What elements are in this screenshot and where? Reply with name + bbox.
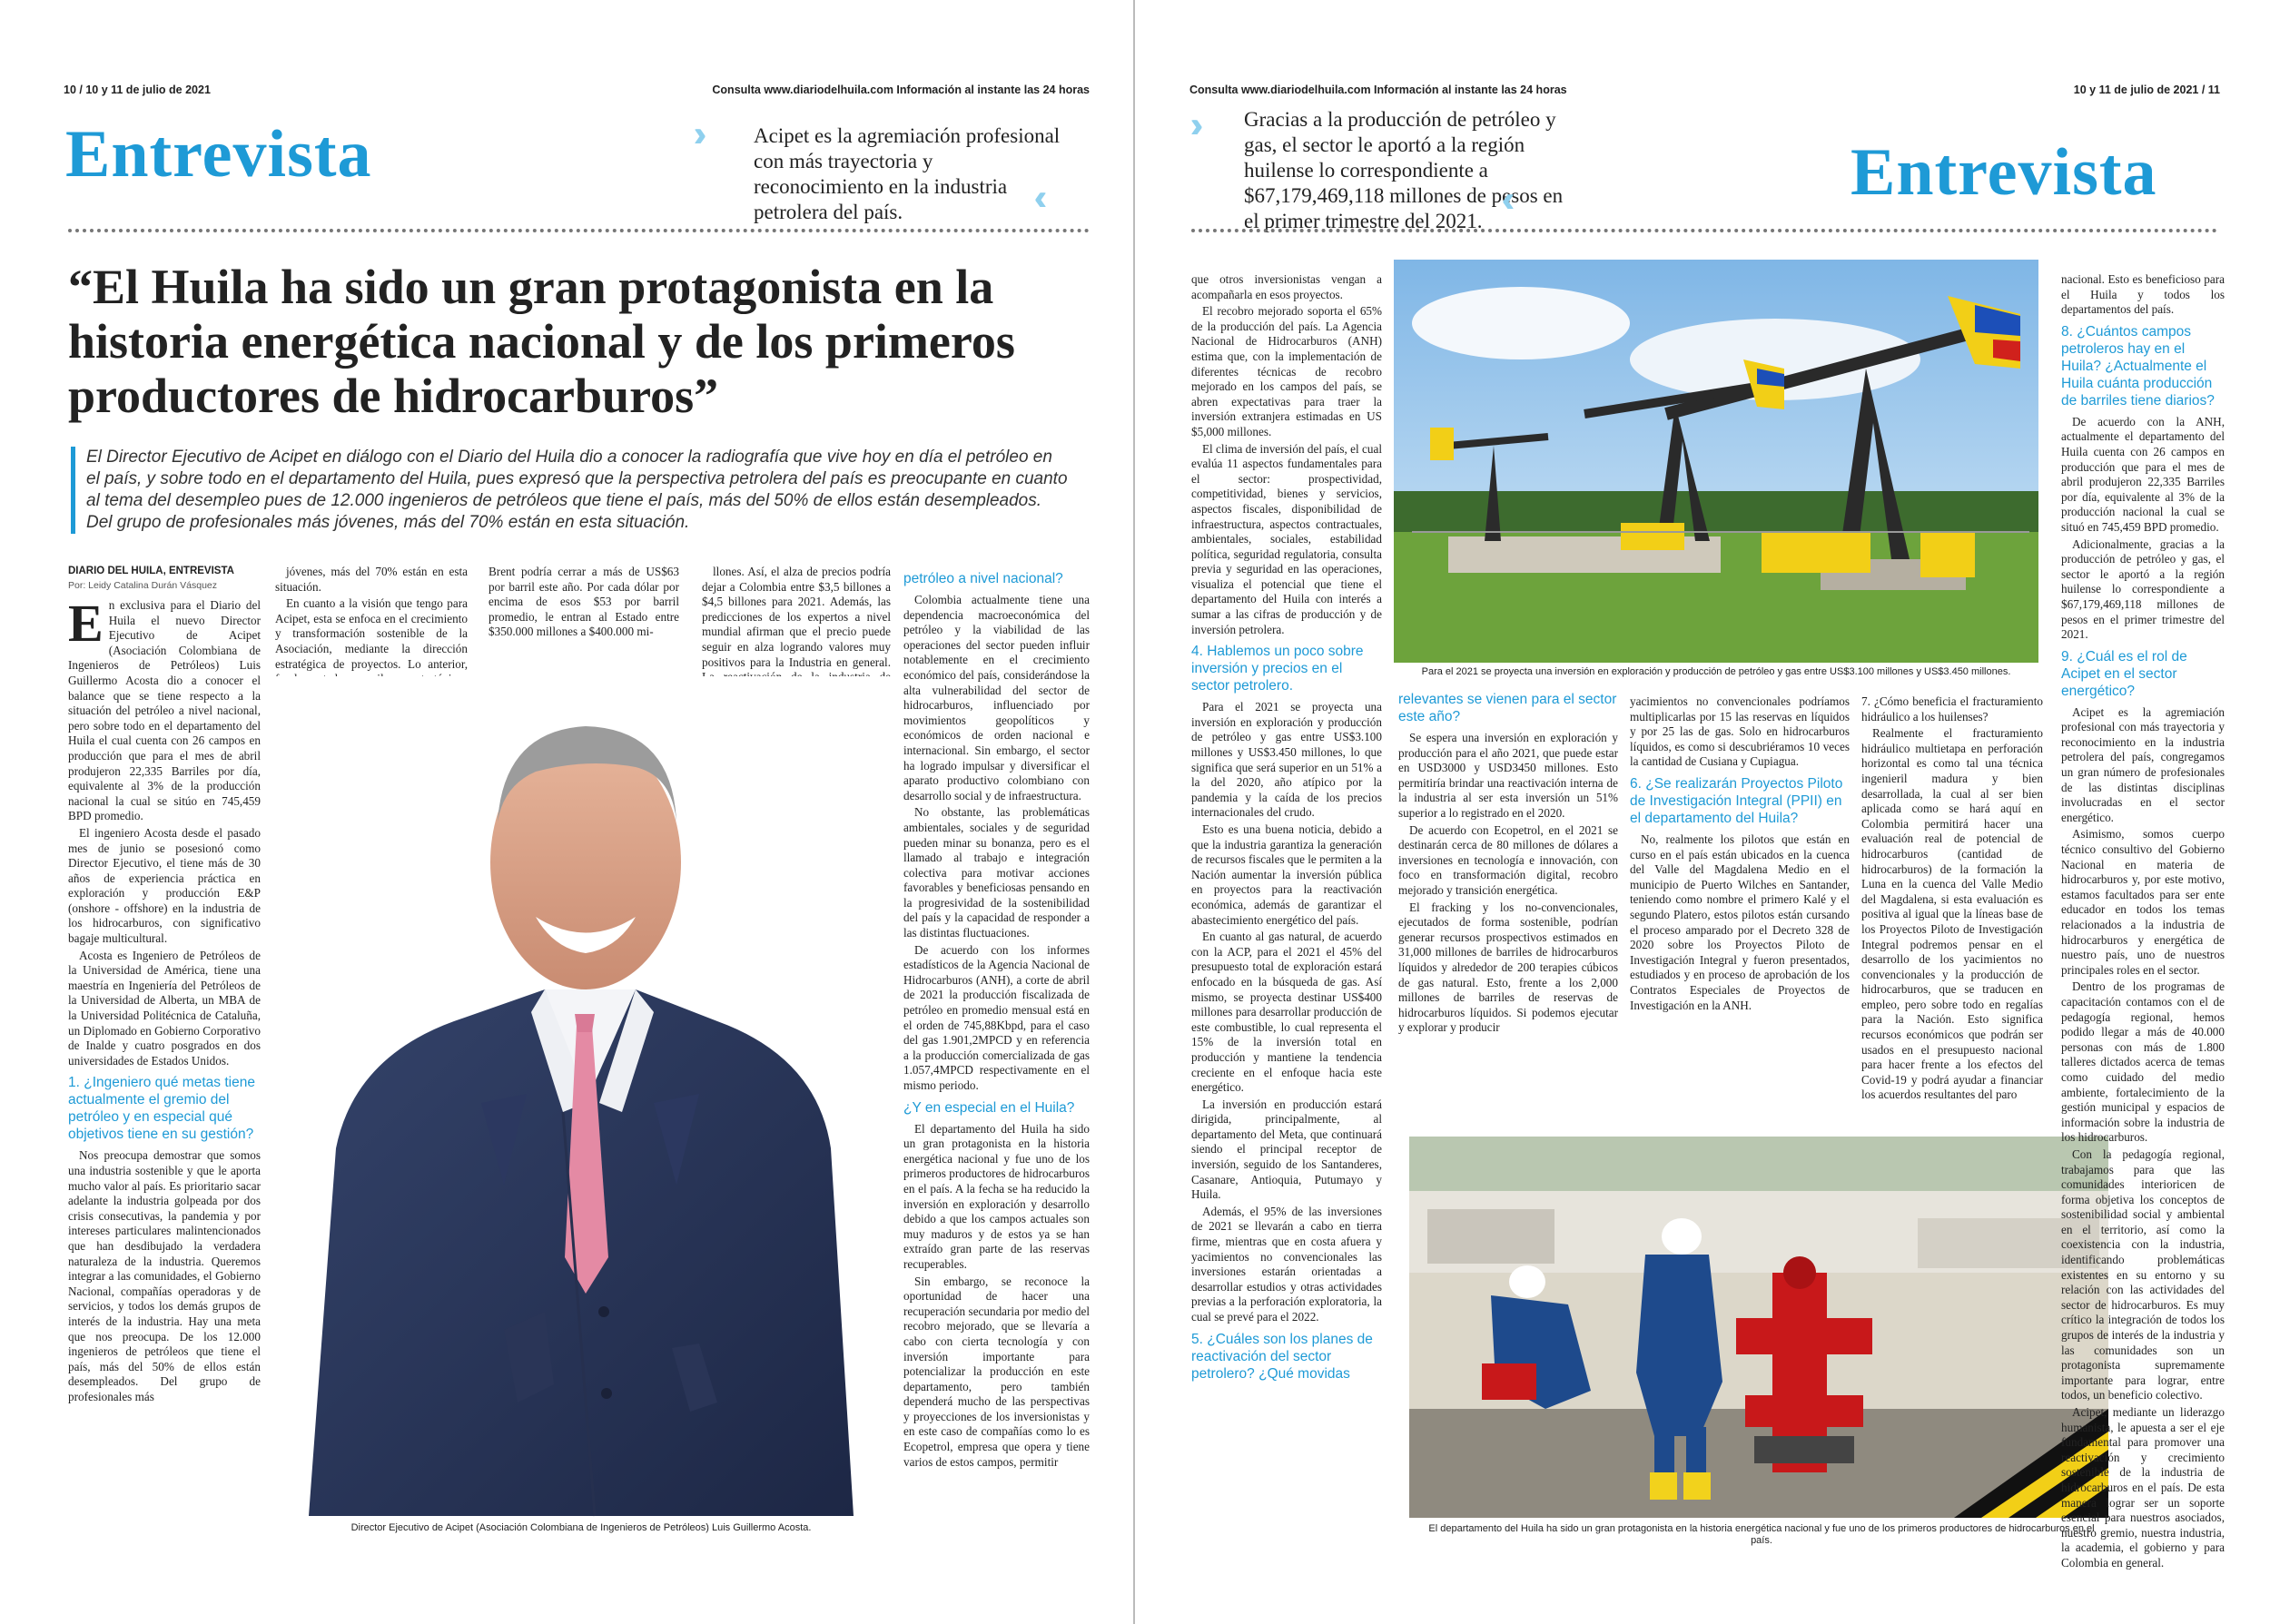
body-paragraph: De acuerdo con los informes estadísticos de la Agencia Nacional de Hidrocarburos (ANH), a corte de abril de 2021 la producción fiscalizada de petróleo en promedio mensual está en el orden de 745,88Kbpd, para el caso del gas 1.901,2MPCD y en referencia a la producción comercializada de gas 1.057,4MPCD respectivamente en el mismo periodo.	[903, 942, 1090, 1092]
body-paragraph: La inversión en producción estará dirigida, principalmente, al departamento del Meta, que continuará siendo el principal receptor de inversión, seguido de los Santanderes, Casanare, Antioquia, Putumayo y Huila.	[1191, 1097, 1382, 1202]
body-paragraph: No obstante, las problemáticas ambientales, sociales y de seguridad pueden minar su bonanza, pero es el llamado al trabajo e integración colectiva para motivar acciones favorables y beneficiosas pensando en la progresividad de la sostenibilidad del país y la capacidad de responder a las distintas fluctuaciones.	[903, 805, 1090, 940]
body-paragraph: Se espera una inversión en exploración y producción para el año 2021, que puede estar en USD3000 y USD3450 millones. Esto permitiría brindar una reactivación interna de la industria al ser esta inversión un 51% superior a lo registrado en el 2020.	[1398, 731, 1618, 820]
interview-question: 8. ¿Cuántos campos petroleros hay en el Huila? ¿Actualmente el Huila cuánta producción de barriles tiene diarios?	[2061, 323, 2215, 408]
body-paragraph: Dentro de los programas de capacitación contamos con el de pedagogía regional, hemos podido llegar a más de 40.000 personas con más de 1.800 talleres dictados acerca de temas como cuidado del medio ambiente, fortalecimiento de la gestión municipal y espacios de información sobre la industria de los hidrocarburos.	[2061, 979, 2225, 1145]
article-column-1	[68, 565, 261, 1568]
dotted-divider	[68, 229, 1090, 232]
portrait-illustration	[272, 676, 894, 1516]
director-portrait-photo	[272, 676, 894, 1516]
body-paragraph	[68, 594, 261, 824]
body-paragraph: De acuerdo con la ANH, actualmente el departamento del Huila cuenta con 26 campos en producción que para el mes de abril produjeron 22,335 Barriles por día, equivalente al 3% de la producción nacional la cual se situó en 745,459 BPD promedio.	[2061, 414, 2225, 534]
byline: DIARIO DEL HUILA, ENTREVISTA	[68, 566, 234, 576]
body-paragraph: Sin embargo, se reconoce la oportunidad de hacer una recuperación secundaria por medio del recobro mejorado, que se llevaría a cabo con cierta tecnología y con inversión importante para potencializar la producción en este departamento, pero también dependerá mucho de las perspectivas y proyecciones de los inversionistas y en este caso de compañías como lo es Ecopetrol, empresa que opera y tiene varios de estos campos, permitir	[903, 1274, 1090, 1469]
body-paragraph: Adicionalmente, gracias a la producción de petróleo y gas, el sector le aportó a la región huilense lo correspondiente a $67,179,469,118 millones de pesos en el primer trimestre del 2021.	[2061, 536, 2225, 642]
right-page	[1135, 0, 2270, 1624]
body-paragraph: El departamento del Huila ha sido un gran protagonista en la historia energética nacional y fue uno de los primeros productores de hidrocarburos en el país. A la fecha se ha reducido la inversión en exploración y desarrollo debido a que los campos actuales son muy maduros y de estos ya se han extraído gran parte de las reservas recuperables.	[903, 1121, 1090, 1271]
interview-question: petróleo a nivel nacional?	[903, 571, 1063, 586]
article-column-1	[1191, 272, 1382, 1534]
body-paragraph: Nos preocupa demostrar que somos una industria sostenible y que le aporta mucho valor al país. Es prioritario sacar adelante la industria golpeada por dos crisis consecutivas, la pandemia y por intereses particulares malintencionados que han desdibujado la verdadera naturaleza de la industria. Queremos integrar a las comunidades, el Gobierno Nacional, compañías operadoras y de servicios, y todos los demás grupos de interés de la industria. Hay una meta que nos preocupa. De los 12.000 ingenieros de petróleos que tiene el país, más del 50% de ellos están desempleados. Del grupo de profesionales más	[68, 1148, 261, 1403]
article-column-3	[489, 565, 679, 642]
body-paragraph: El fracking y los no-convencionales, ejecutados de forma sostenible, podrían generar recursos prospectivos estimados en 31,000 millones de barriles de hidrocarburos líquidos y alrededor de 200 terapies cúbicos de gas natural. Esto, frente a los 2,000 millones de barriles de reservas de hidrocarburos líquidos. Si podemos ejecutar y explorar y producir	[1398, 900, 1618, 1035]
left-website-banner: Consulta www.diariodelhuila.com Información al instante las 24 horas	[712, 84, 1090, 96]
interview-question: 4. Hablemos un poco sobre inversión y precios en el sector petrolero.	[1191, 644, 1364, 694]
right-website-banner: Consulta www.diariodelhuila.com Información al instante las 24 horas	[1189, 84, 1567, 96]
author: Por: Leidy Catalina Durán Vásquez	[68, 580, 218, 591]
interview-question: 6. ¿Se realizarán Proyectos Piloto de Investigación Integral (PPII) en el departamento del Huila?	[1630, 775, 1843, 826]
pull-quote: Acipet es la agremiación profesional con más trayectoria y reconocimiento en la industria petrolera del país.	[754, 124, 1061, 223]
body-paragraph: llones. Así, el alza de precios podría dejar a Colombia entre $3,5 billones a $4,5 billones para 2021. Además, las predicciones de los expertos a nivel mundial afirman que el precio puede seguir en alza logrando valores muy positivos para la Industria en general.	[702, 565, 891, 669]
body-paragraph: El ingeniero Acosta desde el pasado mes de junio se posesionó como Director Ejecutivo, el tiene más de 30 años de experiencia práctica en exploración y producción E&P (onshore - offshore) en la industria de los hidrocarburos, con significativo bagaje multicultural.	[68, 825, 261, 946]
body-paragraph: En cuanto a la visión que tengo para Acipet, esta se enfoca en el crecimiento y transformación sostenible de la Asociación, mediante la dirección estratégica de proyectos. Lo anterior,	[275, 596, 468, 671]
body-paragraph: que otros inversionistas vengan a acompañarla en esos proyectos.	[1191, 272, 1382, 301]
col3-text: Brent podría cerrar a más de US$63 por barril este año. Por cada dólar por encima de esos $53 por barril promedio, le entran al Estado entre $350.000 millones a $400.000 mi-	[489, 565, 679, 639]
workers-illustration	[1409, 1137, 2108, 1518]
pumpjack-illustration	[1394, 260, 2038, 663]
body-paragraph: Esto es una buena noticia, debido a que la industria garantiza la generación de recursos fiscales que le permiten a la Nación aumentar la inversión pública en proyectos para la reactivación económica, además de garantizar el abastecimiento energético del país.	[1191, 822, 1382, 927]
section-title: Entrevista	[1851, 135, 2157, 210]
article-column-5	[903, 565, 1090, 1568]
body-paragraph: yacimientos no convencionales podríamos multiplicarlas por 15 las reservas en líquidos y por 25 las de gas. Solo en hidrocarburos líquidos, es como si descubriéramos 10 veces la cantidad de Cusiana y Cupiagua.	[1630, 694, 1850, 769]
interview-question: 1. ¿Ingeniero qué metas tiene actualmente el gremio del petróleo y en especial qué objetivos tiene en su gestión?	[68, 1075, 255, 1143]
workers-caption: El departamento del Huila ha sido un gran protagonista en la historia energética nacional y fue uno de los primeros productores de hidrocarburos en el país.	[1428, 1523, 2095, 1546]
body-text: n exclusiva para el Diario del Huila el nuevo Director Ejecutivo de Acipet (Asociación Colombiana de Ingenieros de Petróleos) Luis Guillermo Acosta dio a conocer el balance que se tiene respecto a la situación del petróleo a nivel nacional, pero sobre todo en el departamento del Huila el cual cuenta con 26 campos en producción que para el mes de abril produjeron 22,335 Barriles por día, equivalente al 3% de la producción nacional la cual se sitúo en 745,459 BPD promedio.	[68, 598, 261, 823]
intro-lede: El Director Ejecutivo de Acipet en diálogo con el Diario del Huila dio a conocer la radiografía que vive hoy en día el petróleo en el país, y sobre todo en el departamento del Huila, pues expresó que la perspectiva petrolera del país es preocupante en cuanto al tema del desempleo pues de 12.000 ingenieros de petróleos que tiene el país, más del 50% de ellos están desempleados. Del grupo de profesionales más jóvenes, más del 70% están en esta situación.	[71, 447, 1070, 534]
body-paragraph: De acuerdo con Ecopetrol, en el 2021 se destinarán cerca de 80 millones de dólares a inversiones en tecnología e innovación, con foco en transformación digital, recobro mejorado y transición energética.	[1398, 822, 1618, 897]
body-paragraph: El clima de inversión del país, el cual evalúa 11 aspectos fundamentales para el sector: prospectividad, competitividad, bienes y servicios, aspectos fiscales, disponibilidad de infraestructura, aspectos contractuales, ambientales, sociales, estabilidad política, seguridad regulatoria, consulta previa y seguridad en las operaciones, visualiza el potencial que tiene el departamento del Huila con interés a sumar a las cifras de producción y de inversión petrolera.	[1191, 441, 1382, 636]
body-paragraph: jóvenes, más del 70% están en esta situación.	[275, 565, 468, 594]
body-paragraph: Para el 2021 se proyecta una inversión en exploración y producción de petróleo y gas entre US$3.100 millones y US$3.450 millones, lo que significa que será superior en un 51% a la del 2020, año atípico por la pandemia y la caída de los precios internacionales del crudo.	[1191, 700, 1382, 820]
body-paragraph: Acipet es la agremiación profesional con más trayectoria y reconocimiento en la industria petrolera del país, congregamos un gran número de profesionales de las distintas disciplinas involucradas en el sector energético.	[2061, 704, 2225, 824]
workers-photo	[1409, 1137, 2108, 1518]
drop-cap: E	[68, 594, 104, 653]
pumpjacks-photo	[1394, 260, 2038, 663]
body-paragraph: Asimismo, somos cuerpo técnico consultivo del Gobierno Nacional en materia de hidrocarburos y, por este motivo, estamos facultados para ser ente educador en todos los temas relacionados a la industria de hidrocarburos y energética de nuestro país, uno de nuestros principales roles en el sector.	[2061, 827, 2225, 977]
interview-question: 9. ¿Cuál es el rol de Acipet en el sector energético?	[2061, 648, 2187, 699]
body-paragraph: nacional. Esto es beneficioso para el Huila y todos los departamentos del país.	[2061, 272, 2225, 317]
headline: “El Huila ha sido un gran protagonista en la historia energética nacional y de los primeros productores de hidrocarburos”	[68, 260, 1015, 423]
body-paragraph: 7. ¿Cómo beneficia el fracturamiento hidráulico a los huilenses?	[1861, 694, 2043, 723]
body-paragraph: No, realmente los pilotos que están en curso en el país están ubicados en la cuenca del Valle del Magdalena Medio en el municipio de Puerto Wilches en Santander, teniendo como nombre el primero Kalé y el segundo Platero, estos pilotos están cursando el proceso amparado por el Decreto 328 de 2020 sobre los Proyectos Piloto de Investigación Integral y fueron presentados, estudiados y en proceso de aprobación de los Contratos Especiales de Proyectos de Investigación en la ANH.	[1630, 832, 1850, 1012]
right-folio: 10 y 11 de julio de 2021 / 11	[2073, 84, 2220, 96]
body-paragraph: Acosta es Ingeniero de Petróleos de la Universidad de América, tiene una maestría en Ingeniería del Petróleos de la Universidad de Alberta, un MBA de la Universidad Politécnica de Cataluña, un Diplomado en Gobierno Corporativo de Inalde y cuatro posgrados en dos universidades de Estados Unidos.	[68, 948, 261, 1068]
interview-question: ¿Y en especial en el Huila?	[903, 1099, 1075, 1116]
article-column-3	[1630, 694, 1850, 1130]
article-column-5	[2061, 272, 2225, 1570]
body-paragraph: Con la pedagogía regional, trabajamos para que las comunidades interioricen de forma objetiva los conceptos de sostenibilidad social y ambiental en el territorio, así como la coexistencia con la industria, identificando problemáticas existentes en su entorno y su relación con las actividades del sector de hidrocarburos. Es muy crítico la integración de todos los grupos de interés de la industria y las comunidades son un protagonista supremamente importante para lograr, entre todos, un beneficio colectivo.	[2061, 1147, 2225, 1403]
interview-question: relevantes se vienen para el sector este año?	[1398, 692, 1617, 724]
article-column-4	[1861, 694, 2043, 1130]
body-paragraph: Realmente el fracturamiento hidráulico multietapa en perforación horizontal es como tal una técnica ingenieril madura y bien desarrollada, la cual al ser bien aplicada como se hará aquí en Colombia permitirá hacer una evaluación real de potencial de hidrocarburos (cantidad de hidrocarburos) de la formación la Luna en la cuenca del Valle Medio del Magdalena, si esta evaluación es positiva al igual que la líneas base de los Proyectos Piloto de Investigación Integral podremos pensar en el desarrollo de los yacimientos no convencionales y la producción de hidrocarburos, que se traducen en empleo, pero sobre todo en regalías para la Nación. Esto significa recursos económicos que podrán ser usados en el presupuesto nacional para hacer frente a los efectos del Covid-19 y podrá ayudar a financiar los acuerdos resultantes del paro	[1861, 726, 2043, 1102]
section-title: Entrevista	[65, 117, 372, 192]
interview-question: 5. ¿Cuáles son los planes de reactivación del sector petrolero? ¿Qué movidas	[1191, 1331, 1373, 1382]
pumpjacks-caption: Para el 2021 se proyecta una inversión en exploración y producción de petróleo y gas entre US$3.100 millones y US$3.450 millones.	[1421, 666, 2011, 677]
dotted-divider	[1191, 229, 2217, 232]
body-paragraph: En cuanto al gas natural, de acuerdo con la ACP, para el 2021 el 45% del presupuesto total de exploración estará enfocado en la búsqueda de gas. Así mismo, se proyecta destinar US$400 millones para desarrollar producción de este combustible, lo cual representa el 15% de la inversión total en producción y mantiene la tendencia creciente en el enfoque hacia este energético.	[1191, 930, 1382, 1095]
body-paragraph: Acipet, mediante un liderazgo humanista, le apuesta a ser el eje fundamental para promover una reactivación y crecimiento sostenible de la industria de hidrocarburos en el país. De esta manera lograr ser un soporte esencial para nuestros asociados, nuestro gremio, nuestra industria, la academia, el gobierno y para Colombia en general.	[2061, 1405, 2225, 1570]
body-paragraph: El recobro mejorado soporta el 65% de la producción del país. La Agencia Nacional de Hidrocarburos (ANH) estima que, con la implementación de diferentes técnicas de recobro mejorado en los campos del país, se abren expectativas para traer la inversión extranjera estimadas en US $5,000 millones.	[1191, 304, 1382, 438]
body-paragraph: Colombia actualmente tiene una dependencia macroeconómica del petróleo y la viabilidad de las operaciones del sector pueden influir notablemente en el crecimiento económico del país, considerándose la alta vulnerabilidad del sector de hidrocarburos, influenciado por movimientos geopolíticos y económicos de orden nacional e internacional. Sin embargo, el sector ha logrado impulsar y diversificar el aparato productivo colombiano con desarrollo social y de infraestructura.	[903, 593, 1090, 802]
body-paragraph: Además, el 95% de las inversiones de 2021 se llevarán a cabo en tierra firme, mientras que en costa afuera y yacimientos no convencionales las inversiones estarán orientadas a desarrollar estudios y otras actividades previas a la perforación exploratoria, la cual se prevé para el 2022.	[1191, 1204, 1382, 1324]
portrait-caption: Director Ejecutivo de Acipet (Asociación Colombiana de Ingenieros de Petróleos) Luis Guillermo Acosta.	[350, 1522, 812, 1533]
article-column-2	[1398, 685, 1618, 1130]
pull-quote: Gracias a la producción de petróleo y gas, el sector le aportó a la región huilense lo correspondiente a $67,179,469,118 millones de pesos en el primer trimestre del 2021.	[1244, 108, 1564, 232]
left-folio: 10 / 10 y 11 de julio de 2021	[64, 84, 211, 96]
